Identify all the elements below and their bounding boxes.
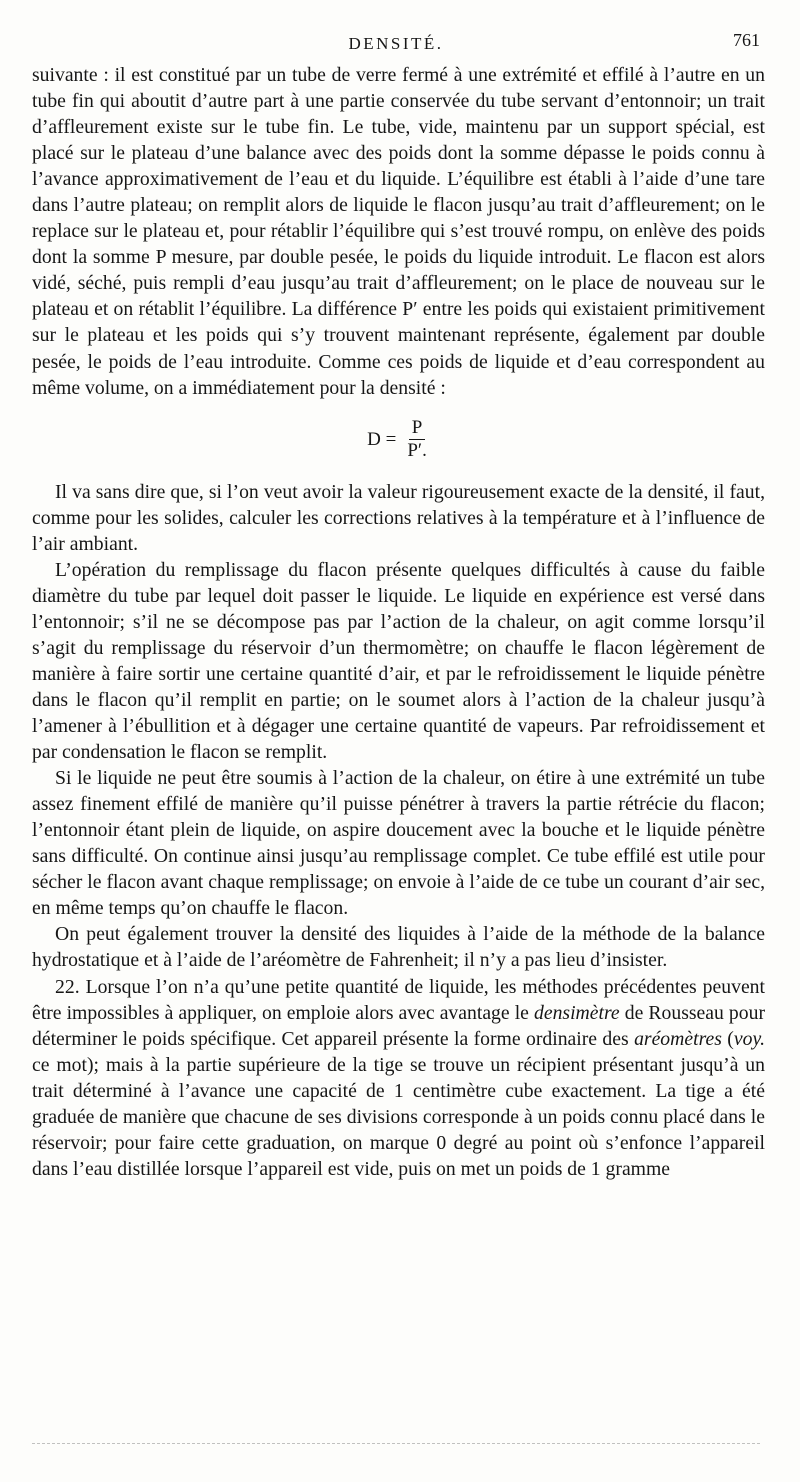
- running-title: DENSITÉ.: [348, 34, 444, 53]
- formula-fraction: [404, 417, 429, 462]
- body-text: [32, 62, 765, 1182]
- page-header: [32, 28, 760, 58]
- paragraph-flacon-method: suivante : il est constitué par un tube de verre fermé à une extrémité et effilé à l’autre en un tube fin qui aboutit d’autre part à une partie conservée du tube servant d’entonnoir; un trait d’affleurement existe sur le tube fin. Le tube, vide, maintenu par un support spécial, est placé sur le plateau d’une balance avec des poids dont la somme dépasse le poids connu à l’avance approximativement de l’eau et du liquide. L’équilibre est établi à l’aide d’une tare dans l’autre plateau; on remplit alors de liquide le flacon jusqu’au trait d’affleurement; on le replace sur le plateau et, pour rétablir l’équilibre qui s’est trouvé rompu, on enlève des poids dont la somme P mesure, par double pesée, le poids du liquide introduit. Le flacon est alors vidé, séché, puis rempli d’eau jusqu’au trait d’affleurement; on le place de nouveau sur le plateau et on rétablit l’équilibre. La différence P′ entre les poids qui existaient primitivement sur le plateau et les poids qui s’y trouvent maintenant représente, également par double pesée, le poids de l’eau introduite. Comme ces poids de liquide et d’eau correspondent au même volume, on a immédiatement pour la densité :: [32, 64, 765, 399]
- formula-denominator: P′.: [407, 440, 427, 462]
- paragraph-no-heat: Si le liquide ne peut être soumis à l’action de la chaleur, on étire à une extrémité un tube assez finement effilé de manière qu’il puisse pénétrer à travers la partie rétrécie du flacon; l’entonnoir étant plein de liquide, on aspire doucement avec la bouche et le liquide pénètre sans difficulté. On continue ainsi jusqu’au remplissage complet. Ce tube effilé est utile pour sécher le flacon avant chaque remplissage; on envoie à l’aide de ce tube un courant d’air sec, en même temps qu’on chauffe le flacon.: [32, 767, 765, 920]
- footer-rule: [32, 1443, 760, 1444]
- paragraph-corrections: Il va sans dire que, si l’on veut avoir la valeur rigoureusement exacte de la densité, il faut, comme pour les solides, calculer les corrections relatives à la température et à l’influence de l’air ambiant.: [32, 480, 765, 555]
- paragraph-other-methods: On peut également trouver la densité des liquides à l’aide de la méthode de la balance hydrostatique et à l’aide de l’aréomètre de Fahrenheit; il n’y a pas lieu d’insister.: [32, 923, 765, 972]
- section-22-text-d: ce mot); mais à la partie supérieure de la tige se trouve un récipient présentant jusqu’à un trait déterminé à l’avance une capacité de 1 centimètre cube exactement. La tige a été graduée de manière que chacune de ses divisions corresponde à un poids connu placé dans le réservoir; pour faire cette graduation, on marque 0 degré au point où s’enfonce l’appareil dans l’eau distillée lorsque l’appareil est vide, puis on met un poids de 1 gramme: [32, 1053, 765, 1180]
- page-number: 761: [733, 30, 760, 50]
- paragraph-filling: L’opération du remplissage du flacon présente quelques difficultés à cause du faible diamètre du tube par lequel doit passer le liquide. Le liquide en expérience est versé dans l’entonnoir; s’il ne se décompose pas par l’action de la chaleur, on agit comme lorsqu’il s’agit du remplissage du réservoir d’un thermomètre; on chauffe le flacon légèrement de manière à faire sortir une certaine quantité d’air, et par le refroidissement le liquide pénètre dans le flacon qu’il remplit en partie; on le soumet alors à l’action de la chaleur jusqu’à l’amener à l’ébullition et à dégager une certaine quantité de vapeurs. Par refroidissement et par condensation le flacon se remplit.: [32, 558, 765, 764]
- formula-lhs: D =: [367, 428, 397, 450]
- term-densimetre: densimètre: [534, 1001, 620, 1024]
- section-22-text-b: de Rousseau pour déterminer le poids spécifique. Cet appareil présente la forme ordinaire des: [32, 1001, 765, 1050]
- formula-numerator: P: [409, 417, 426, 440]
- section-22-text-a: 22. Lorsque l’on n’a qu’une petite quantité de liquide, les méthodes précédentes peuvent être impossibles à appliquer, on emploie alors avec avantage le: [32, 975, 765, 1024]
- term-voy: voy.: [733, 1027, 766, 1050]
- density-formula: [32, 401, 765, 479]
- paragraph-section-22: [32, 974, 765, 1182]
- section-22-text-c: (: [721, 1027, 734, 1050]
- term-areometres: aréomètres: [634, 1027, 722, 1050]
